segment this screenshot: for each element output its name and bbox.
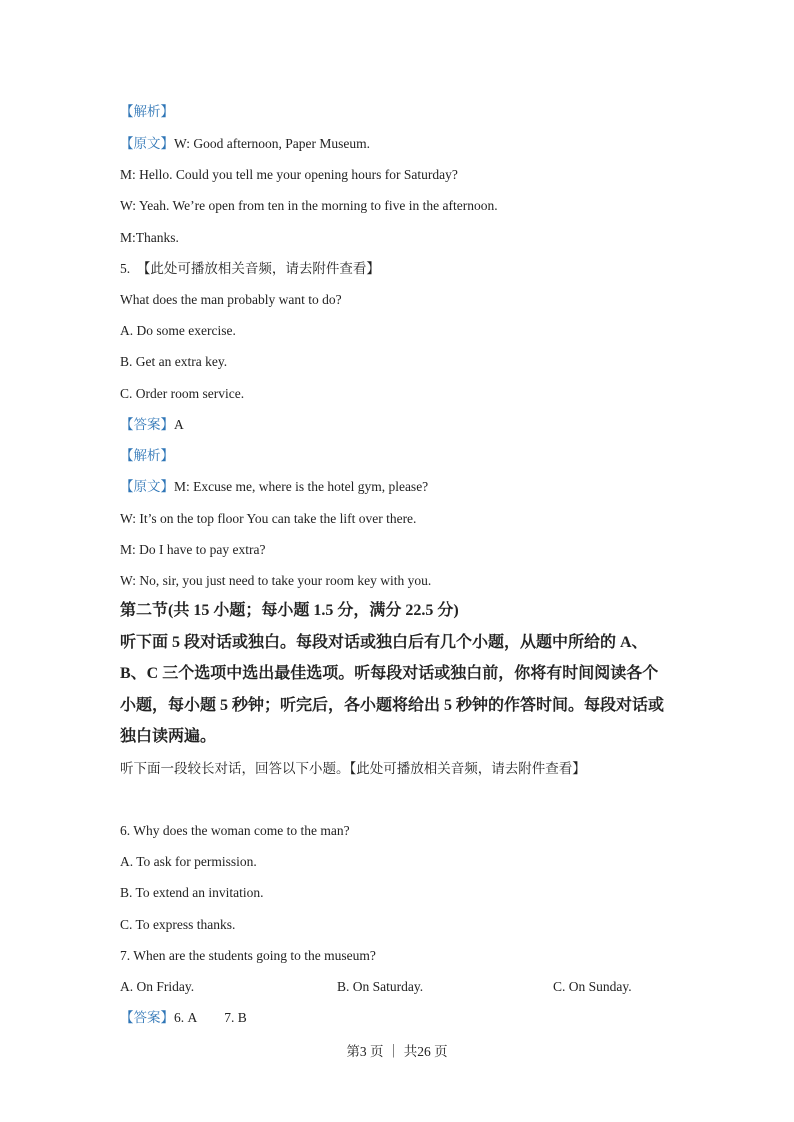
page-footer: 第3 页 ｜ 共26 页 — [346, 1044, 448, 1059]
section2-prompt: 听下面一段较长对话，回答以下小题。【此处可播放相关音频，请去附件查看】 — [120, 761, 586, 776]
q7-option-b: B. On Saturday. — [337, 979, 424, 994]
q6-7-answers: 【答案】6. A 7. B — [120, 1010, 247, 1025]
q7-question: 7. When are the students going to the museum? — [120, 948, 376, 963]
q5-analysis-heading: 【解析】 — [120, 448, 174, 463]
q5-transcript-line-1: 【原文】M: Excuse me, where is the hotel gym, please? — [120, 479, 429, 494]
q7-options — [120, 978, 680, 996]
q5-option-b: B. Get an extra key. — [120, 354, 228, 369]
q5-audio-note: 【此处可播放相关音频，请去附件查看】 — [136, 261, 380, 276]
q6-option-a: A. To ask for permission. — [120, 854, 257, 869]
q5-option-a: A. Do some exercise. — [120, 323, 236, 338]
q4-analysis-heading: 【解析】 — [120, 104, 174, 119]
q6-option-c: C. To express thanks. — [120, 917, 236, 932]
section2-instruction-4: 独白读两遍。 — [120, 728, 217, 745]
q6-question: 6. Why does the woman come to the man? — [120, 823, 350, 838]
section2-heading: 第二节(共 15 小题；每小题 1.5 分，满分 22.5 分) — [120, 602, 459, 619]
section2-instruction-2: B、C 三个选项中选出最佳选项。听每段对话或独白前，你将有时间阅读各个 — [120, 665, 659, 682]
q5-transcript-line-2: W: It’s on the top floor You can take the lift over there. — [120, 511, 417, 526]
q5-number: 5. — [120, 261, 131, 276]
q5-transcript-line-3: M: Do I have to pay extra? — [120, 542, 266, 557]
q4-transcript-line-2: M: Hello. Could you tell me your opening hours for Saturday? — [120, 167, 458, 182]
q5-header — [120, 260, 380, 278]
section2-instruction-3: 小题，每小题 5 秒钟；听完后，各小题将给出 5 秒钟的作答时间。每段对话或 — [120, 697, 665, 714]
q4-transcript-line-3: W: Yeah. We’re open from ten in the morning to five in the afternoon. — [120, 198, 498, 213]
section2-instruction-1: 听下面 5 段对话或独白。每段对话或独白后有几个小题，从题中所给的 A、 — [120, 634, 648, 651]
q5-answer: 【答案】A — [120, 417, 184, 432]
q7-option-c: C. On Sunday. — [553, 979, 632, 994]
q5-transcript-line-4: W: No, sir, you just need to take your room key with you. — [120, 573, 432, 588]
q4-transcript-line-4: M:Thanks. — [120, 230, 179, 245]
q7-option-a: A. On Friday. — [120, 979, 195, 994]
q6-option-b: B. To extend an invitation. — [120, 885, 264, 900]
q5-option-c: C. Order room service. — [120, 386, 245, 401]
q4-transcript-line-1: 【原文】W: Good afternoon, Paper Museum. — [120, 136, 370, 151]
q5-question: What does the man probably want to do? — [120, 292, 342, 307]
